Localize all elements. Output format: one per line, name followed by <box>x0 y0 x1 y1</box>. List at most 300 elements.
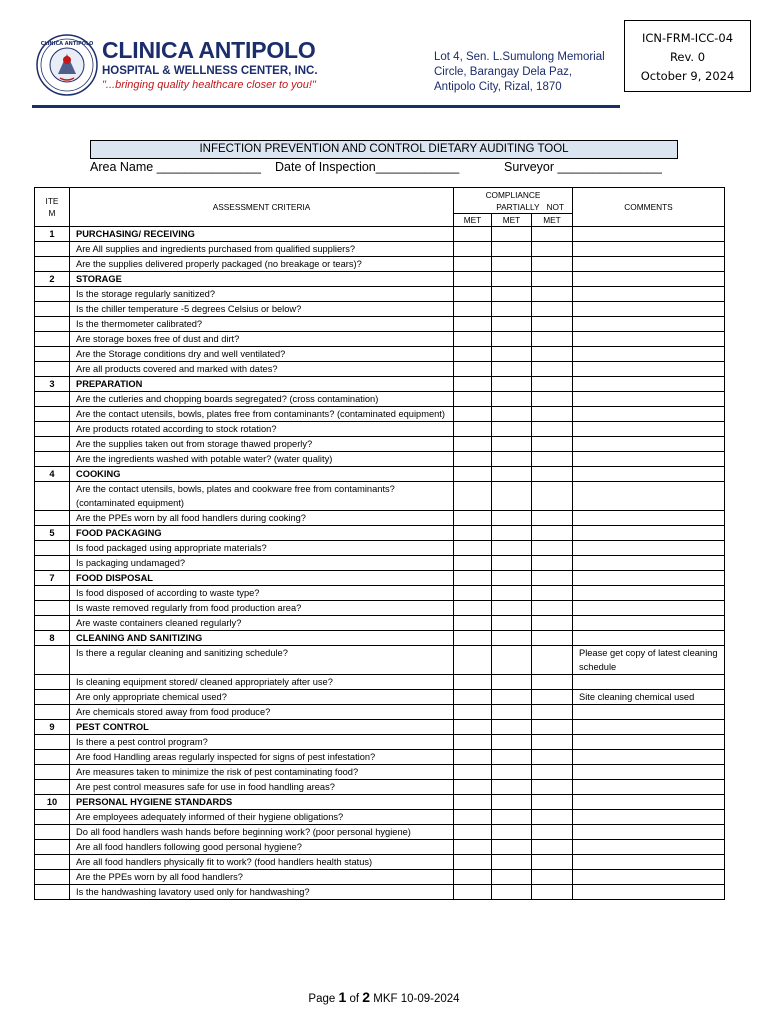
item-number-cell <box>35 750 70 765</box>
partially-met-checkbox-cell[interactable] <box>492 242 532 257</box>
item-number-cell <box>35 511 70 526</box>
met-checkbox-cell[interactable] <box>454 690 492 705</box>
item-number-cell <box>35 541 70 556</box>
comment-cell[interactable] <box>573 257 725 272</box>
not-met-checkbox-cell[interactable] <box>532 467 573 482</box>
not-met-checkbox-cell[interactable] <box>532 302 573 317</box>
criteria-row <box>35 735 725 750</box>
met-checkbox-cell[interactable] <box>454 586 492 601</box>
org-tagline: "...bringing quality healthcare closer to you!" <box>102 79 316 91</box>
item-number-cell <box>35 780 70 795</box>
criteria-row <box>35 392 725 407</box>
not-met-checkbox-cell[interactable] <box>532 646 573 675</box>
header-compliance: COMPLIANCE <box>454 188 573 202</box>
area-name-field[interactable]: Area Name _______________ <box>90 160 261 174</box>
comment-cell[interactable] <box>573 795 725 810</box>
section-row <box>35 795 725 810</box>
partially-met-checkbox-cell[interactable] <box>492 675 532 690</box>
partially-met-checkbox-cell[interactable] <box>492 840 532 855</box>
partially-met-checkbox-cell[interactable] <box>492 482 532 511</box>
criteria-row <box>35 840 725 855</box>
audit-table-body <box>35 227 725 900</box>
not-met-checkbox-cell[interactable] <box>532 377 573 392</box>
item-number-cell <box>35 586 70 601</box>
criteria-row <box>35 705 725 720</box>
item-number-cell <box>35 347 70 362</box>
criteria-row <box>35 407 725 422</box>
comment-cell[interactable] <box>573 601 725 616</box>
not-met-checkbox-cell[interactable] <box>532 272 573 287</box>
section-row <box>35 227 725 242</box>
partially-met-checkbox-cell[interactable] <box>492 556 532 571</box>
item-number-cell <box>35 735 70 750</box>
criteria-cell: Are the PPEs worn by all food handlers? <box>70 870 454 885</box>
met-checkbox-cell[interactable] <box>454 885 492 900</box>
comment-cell[interactable]: Please get copy of latest cleaning schedule <box>573 646 725 675</box>
comment-cell[interactable] <box>573 377 725 392</box>
not-met-checkbox-cell[interactable] <box>532 407 573 422</box>
met-checkbox-cell[interactable] <box>454 631 492 646</box>
footer-suffix: MKF 10-09-2024 <box>373 993 460 1005</box>
not-met-checkbox-cell[interactable] <box>532 482 573 511</box>
criteria-row <box>35 482 725 511</box>
comment-cell[interactable] <box>573 675 725 690</box>
partially-met-checkbox-cell[interactable] <box>492 541 532 556</box>
section-row <box>35 272 725 287</box>
criteria-cell: Are employees adequately informed of their hygiene obligations? <box>70 810 454 825</box>
criteria-cell: Are the Storage conditions dry and well ventilated? <box>70 347 454 362</box>
criteria-cell: Are only appropriate chemical used? <box>70 690 454 705</box>
met-checkbox-cell[interactable] <box>454 362 492 377</box>
criteria-cell: Are the ingredients washed with potable water? (water quality) <box>70 452 454 467</box>
header-met-spacer <box>454 201 492 214</box>
met-checkbox-cell[interactable] <box>454 780 492 795</box>
partially-met-checkbox-cell[interactable] <box>492 735 532 750</box>
org-subtitle: HOSPITAL & WELLNESS CENTER, INC. <box>102 65 318 77</box>
met-checkbox-cell[interactable] <box>454 467 492 482</box>
met-checkbox-cell[interactable] <box>454 675 492 690</box>
met-checkbox-cell[interactable] <box>454 242 492 257</box>
criteria-cell: Are pest control measures safe for use in food handling areas? <box>70 780 454 795</box>
partially-met-checkbox-cell[interactable] <box>492 317 532 332</box>
comment-cell[interactable] <box>573 302 725 317</box>
comment-cell[interactable] <box>573 810 725 825</box>
header-not-met: MET <box>532 214 573 227</box>
comment-cell[interactable] <box>573 392 725 407</box>
comment-cell[interactable] <box>573 705 725 720</box>
partially-met-checkbox-cell[interactable] <box>492 765 532 780</box>
met-checkbox-cell[interactable] <box>454 720 492 735</box>
section-title-cell: CLEANING AND SANITIZING <box>70 631 454 646</box>
not-met-checkbox-cell[interactable] <box>532 586 573 601</box>
comment-cell[interactable] <box>573 452 725 467</box>
item-number-cell <box>35 302 70 317</box>
comment-cell[interactable] <box>573 825 725 840</box>
item-number-cell: 9 <box>35 720 70 735</box>
not-met-checkbox-cell[interactable] <box>532 362 573 377</box>
partially-met-checkbox-cell[interactable] <box>492 272 532 287</box>
partially-met-checkbox-cell[interactable] <box>492 377 532 392</box>
partially-met-checkbox-cell[interactable] <box>492 690 532 705</box>
criteria-cell: Is packaging undamaged? <box>70 556 454 571</box>
partially-met-checkbox-cell[interactable] <box>492 392 532 407</box>
met-checkbox-cell[interactable] <box>454 227 492 242</box>
item-number-cell <box>35 556 70 571</box>
comment-cell[interactable]: Site cleaning chemical used <box>573 690 725 705</box>
form-title: INFECTION PREVENTION AND CONTROL DIETARY AUDITING TOOL <box>90 140 678 159</box>
criteria-cell: Is food disposed of according to waste type? <box>70 586 454 601</box>
page-footer <box>0 989 768 1005</box>
item-number-cell <box>35 392 70 407</box>
item-number-cell <box>35 257 70 272</box>
criteria-cell: Are products rotated according to stock rotation? <box>70 422 454 437</box>
met-checkbox-cell[interactable] <box>454 302 492 317</box>
comment-cell[interactable] <box>573 332 725 347</box>
criteria-cell: Are the cutleries and chopping boards segregated? (cross contamination) <box>70 392 454 407</box>
met-checkbox-cell[interactable] <box>454 526 492 541</box>
partially-met-checkbox-cell[interactable] <box>492 287 532 302</box>
footer-page-total: 2 <box>362 989 371 1005</box>
doc-code: ICN-FRM-ICC-04 <box>641 31 734 45</box>
partially-met-checkbox-cell[interactable] <box>492 362 532 377</box>
comment-cell[interactable] <box>573 571 725 586</box>
partially-met-checkbox-cell[interactable] <box>492 257 532 272</box>
partially-met-checkbox-cell[interactable] <box>492 511 532 526</box>
met-checkbox-cell[interactable] <box>454 571 492 586</box>
comment-cell[interactable] <box>573 347 725 362</box>
section-title-cell: COOKING <box>70 467 454 482</box>
inspection-date-field[interactable]: Date of Inspection____________ <box>275 160 460 174</box>
criteria-cell: Are the supplies taken out from storage thawed properly? <box>70 437 454 452</box>
header-partially-met: MET <box>492 214 532 227</box>
not-met-checkbox-cell[interactable] <box>532 870 573 885</box>
not-met-checkbox-cell[interactable] <box>532 750 573 765</box>
met-checkbox-cell[interactable] <box>454 347 492 362</box>
criteria-row <box>35 675 725 690</box>
criteria-row <box>35 287 725 302</box>
not-met-checkbox-cell[interactable] <box>532 541 573 556</box>
comment-cell[interactable] <box>573 511 725 526</box>
item-number-cell <box>35 675 70 690</box>
comment-cell[interactable] <box>573 870 725 885</box>
audit-table <box>34 187 725 900</box>
header-comments: COMMENTS <box>573 188 725 227</box>
met-checkbox-cell[interactable] <box>454 750 492 765</box>
criteria-row <box>35 362 725 377</box>
met-checkbox-cell[interactable] <box>454 795 492 810</box>
comment-cell[interactable] <box>573 616 725 631</box>
not-met-checkbox-cell[interactable] <box>532 571 573 586</box>
partially-met-checkbox-cell[interactable] <box>492 810 532 825</box>
not-met-checkbox-cell[interactable] <box>532 287 573 302</box>
partially-met-checkbox-cell[interactable] <box>492 526 532 541</box>
comment-cell[interactable] <box>573 362 725 377</box>
not-met-checkbox-cell[interactable] <box>532 437 573 452</box>
criteria-row <box>35 541 725 556</box>
not-met-checkbox-cell[interactable] <box>532 422 573 437</box>
criteria-row <box>35 646 725 675</box>
comment-cell[interactable] <box>573 422 725 437</box>
footer-of-word: of <box>349 993 360 1005</box>
surveyor-field[interactable]: Surveyor _______________ <box>504 160 662 174</box>
not-met-checkbox-cell[interactable] <box>532 780 573 795</box>
criteria-cell: Is cleaning equipment stored/ cleaned appropriately after use? <box>70 675 454 690</box>
item-number-cell <box>35 332 70 347</box>
org-name: CLINICA ANTIPOLO <box>102 37 316 63</box>
met-checkbox-cell[interactable] <box>454 437 492 452</box>
criteria-row <box>35 765 725 780</box>
comment-cell[interactable] <box>573 467 725 482</box>
not-met-checkbox-cell[interactable] <box>532 526 573 541</box>
partially-met-checkbox-cell[interactable] <box>492 601 532 616</box>
met-checkbox-cell[interactable] <box>454 422 492 437</box>
met-checkbox-cell[interactable] <box>454 482 492 511</box>
not-met-checkbox-cell[interactable] <box>532 631 573 646</box>
item-number-cell: 2 <box>35 272 70 287</box>
comment-cell[interactable] <box>573 317 725 332</box>
item-number-cell <box>35 855 70 870</box>
met-checkbox-cell[interactable] <box>454 556 492 571</box>
criteria-cell: Is there a pest control program? <box>70 735 454 750</box>
partially-met-checkbox-cell[interactable] <box>492 332 532 347</box>
section-title-cell: PREPARATION <box>70 377 454 392</box>
item-number-cell <box>35 870 70 885</box>
met-checkbox-cell[interactable] <box>454 511 492 526</box>
met-checkbox-cell[interactable] <box>454 601 492 616</box>
criteria-row <box>35 257 725 272</box>
item-number-cell: 1 <box>35 227 70 242</box>
not-met-checkbox-cell[interactable] <box>532 705 573 720</box>
met-checkbox-cell[interactable] <box>454 257 492 272</box>
section-row <box>35 571 725 586</box>
partially-met-checkbox-cell[interactable] <box>492 347 532 362</box>
comment-cell[interactable] <box>573 272 725 287</box>
partially-met-checkbox-cell[interactable] <box>492 452 532 467</box>
item-number-cell <box>35 452 70 467</box>
met-checkbox-cell[interactable] <box>454 332 492 347</box>
header-divider <box>32 105 620 108</box>
met-checkbox-cell[interactable] <box>454 825 492 840</box>
criteria-row <box>35 750 725 765</box>
partially-met-checkbox-cell[interactable] <box>492 855 532 870</box>
met-checkbox-cell[interactable] <box>454 705 492 720</box>
address-block <box>434 50 605 95</box>
criteria-row <box>35 347 725 362</box>
partially-met-checkbox-cell[interactable] <box>492 720 532 735</box>
met-checkbox-cell[interactable] <box>454 392 492 407</box>
not-met-checkbox-cell[interactable] <box>532 257 573 272</box>
item-number-cell <box>35 810 70 825</box>
partially-met-checkbox-cell[interactable] <box>492 870 532 885</box>
comment-cell[interactable] <box>573 227 725 242</box>
met-checkbox-cell[interactable] <box>454 646 492 675</box>
not-met-checkbox-cell[interactable] <box>532 556 573 571</box>
met-checkbox-cell[interactable] <box>454 452 492 467</box>
not-met-checkbox-cell[interactable] <box>532 452 573 467</box>
not-met-checkbox-cell[interactable] <box>532 616 573 631</box>
section-title-cell: PEST CONTROL <box>70 720 454 735</box>
partially-met-checkbox-cell[interactable] <box>492 422 532 437</box>
not-met-checkbox-cell[interactable] <box>532 227 573 242</box>
met-checkbox-cell[interactable] <box>454 377 492 392</box>
partially-met-checkbox-cell[interactable] <box>492 302 532 317</box>
partially-met-checkbox-cell[interactable] <box>492 631 532 646</box>
not-met-checkbox-cell[interactable] <box>532 511 573 526</box>
comment-cell[interactable] <box>573 541 725 556</box>
header-met: MET <box>454 214 492 227</box>
criteria-row <box>35 422 725 437</box>
not-met-checkbox-cell[interactable] <box>532 735 573 750</box>
comment-cell[interactable] <box>573 750 725 765</box>
comment-cell[interactable] <box>573 242 725 257</box>
item-number-cell <box>35 765 70 780</box>
met-checkbox-cell[interactable] <box>454 870 492 885</box>
criteria-row <box>35 780 725 795</box>
comment-cell[interactable] <box>573 586 725 601</box>
criteria-cell: Is there a regular cleaning and sanitizing schedule? <box>70 646 454 675</box>
section-row <box>35 720 725 735</box>
not-met-checkbox-cell[interactable] <box>532 795 573 810</box>
item-number-cell <box>35 362 70 377</box>
met-checkbox-cell[interactable] <box>454 765 492 780</box>
comment-cell[interactable] <box>573 735 725 750</box>
item-number-cell <box>35 825 70 840</box>
comment-cell[interactable] <box>573 407 725 422</box>
address-line: Lot 4, Sen. L.Sumulong Memorial <box>434 51 605 63</box>
header-not: NOT <box>546 202 564 212</box>
not-met-checkbox-cell[interactable] <box>532 601 573 616</box>
met-checkbox-cell[interactable] <box>454 287 492 302</box>
partially-met-checkbox-cell[interactable] <box>492 467 532 482</box>
partially-met-checkbox-cell[interactable] <box>492 780 532 795</box>
criteria-cell: Are all food handlers physically fit to work? (food handlers health status) <box>70 855 454 870</box>
section-title-cell: FOOD PACKAGING <box>70 526 454 541</box>
met-checkbox-cell[interactable] <box>454 317 492 332</box>
criteria-cell: Are all products covered and marked with dates? <box>70 362 454 377</box>
doc-revision: Rev. 0 <box>669 50 706 64</box>
item-number-cell <box>35 407 70 422</box>
met-checkbox-cell[interactable] <box>454 272 492 287</box>
not-met-checkbox-cell[interactable] <box>532 825 573 840</box>
partially-met-checkbox-cell[interactable] <box>492 825 532 840</box>
section-row <box>35 631 725 646</box>
criteria-cell: Is the thermometer calibrated? <box>70 317 454 332</box>
met-checkbox-cell[interactable] <box>454 840 492 855</box>
not-met-checkbox-cell[interactable] <box>532 720 573 735</box>
partially-met-checkbox-cell[interactable] <box>492 795 532 810</box>
section-row <box>35 526 725 541</box>
partially-met-checkbox-cell[interactable] <box>492 586 532 601</box>
not-met-checkbox-cell[interactable] <box>532 885 573 900</box>
criteria-cell: Are the supplies delivered properly packaged (no breakage or tears)? <box>70 257 454 272</box>
brand-block <box>102 38 318 92</box>
partially-met-checkbox-cell[interactable] <box>492 705 532 720</box>
criteria-cell: Are All supplies and ingredients purchased from qualified suppliers? <box>70 242 454 257</box>
item-number-cell <box>35 242 70 257</box>
not-met-checkbox-cell[interactable] <box>532 690 573 705</box>
not-met-checkbox-cell[interactable] <box>532 347 573 362</box>
met-checkbox-cell[interactable] <box>454 541 492 556</box>
item-number-cell <box>35 437 70 452</box>
partially-met-checkbox-cell[interactable] <box>492 571 532 586</box>
item-number-cell <box>35 601 70 616</box>
met-checkbox-cell[interactable] <box>454 616 492 631</box>
header-criteria: ASSESSMENT CRITERIA <box>70 188 454 227</box>
footer-page-word: Page <box>308 993 336 1005</box>
comment-cell[interactable] <box>573 840 725 855</box>
not-met-checkbox-cell[interactable] <box>532 332 573 347</box>
comment-cell[interactable] <box>573 287 725 302</box>
not-met-checkbox-cell[interactable] <box>532 840 573 855</box>
criteria-cell: Are food Handling areas regularly inspected for signs of pest infestation? <box>70 750 454 765</box>
criteria-row <box>35 870 725 885</box>
criteria-cell: Are storage boxes free of dust and dirt? <box>70 332 454 347</box>
comment-cell[interactable] <box>573 631 725 646</box>
met-checkbox-cell[interactable] <box>454 407 492 422</box>
partially-met-checkbox-cell[interactable] <box>492 750 532 765</box>
partially-met-checkbox-cell[interactable] <box>492 407 532 422</box>
item-number-cell <box>35 885 70 900</box>
criteria-cell: Are the contact utensils, bowls, plates free from contaminants? (contaminated equipment) <box>70 407 454 422</box>
partially-met-checkbox-cell[interactable] <box>492 616 532 631</box>
header-item-line: ITE <box>45 196 59 206</box>
item-number-cell <box>35 705 70 720</box>
criteria-row <box>35 556 725 571</box>
criteria-cell: Are the contact utensils, bowls, plates and cookware free from contaminants? (contaminated equipment) <box>70 482 454 511</box>
comment-cell[interactable] <box>573 720 725 735</box>
comment-cell[interactable] <box>573 556 725 571</box>
met-checkbox-cell[interactable] <box>454 855 492 870</box>
criteria-row <box>35 690 725 705</box>
criteria-cell: Are measures taken to minimize the risk of pest contaminating food? <box>70 765 454 780</box>
comment-cell[interactable] <box>573 437 725 452</box>
comment-cell[interactable] <box>573 780 725 795</box>
item-number-cell <box>35 287 70 302</box>
header-partially-not <box>492 201 573 214</box>
comment-cell[interactable] <box>573 526 725 541</box>
met-checkbox-cell[interactable] <box>454 810 492 825</box>
comment-cell[interactable] <box>573 482 725 511</box>
criteria-cell: Are chemicals stored away from food produce? <box>70 705 454 720</box>
criteria-row <box>35 810 725 825</box>
comment-cell[interactable] <box>573 885 725 900</box>
header-item-line: M <box>48 208 56 218</box>
criteria-row <box>35 317 725 332</box>
not-met-checkbox-cell[interactable] <box>532 675 573 690</box>
criteria-cell: Is food packaged using appropriate materials? <box>70 541 454 556</box>
comment-cell[interactable] <box>573 855 725 870</box>
item-number-cell: 7 <box>35 571 70 586</box>
not-met-checkbox-cell[interactable] <box>532 855 573 870</box>
met-checkbox-cell[interactable] <box>454 735 492 750</box>
header-item <box>35 188 70 227</box>
comment-cell[interactable] <box>573 765 725 780</box>
partially-met-checkbox-cell[interactable] <box>492 227 532 242</box>
not-met-checkbox-cell[interactable] <box>532 317 573 332</box>
not-met-checkbox-cell[interactable] <box>532 392 573 407</box>
partially-met-checkbox-cell[interactable] <box>492 885 532 900</box>
partially-met-checkbox-cell[interactable] <box>492 437 532 452</box>
criteria-row <box>35 437 725 452</box>
item-number-cell <box>35 317 70 332</box>
section-title-cell: FOOD DISPOSAL <box>70 571 454 586</box>
partially-met-checkbox-cell[interactable] <box>492 646 532 675</box>
criteria-row <box>35 885 725 900</box>
criteria-row <box>35 332 725 347</box>
not-met-checkbox-cell[interactable] <box>532 765 573 780</box>
not-met-checkbox-cell[interactable] <box>532 242 573 257</box>
not-met-checkbox-cell[interactable] <box>532 810 573 825</box>
